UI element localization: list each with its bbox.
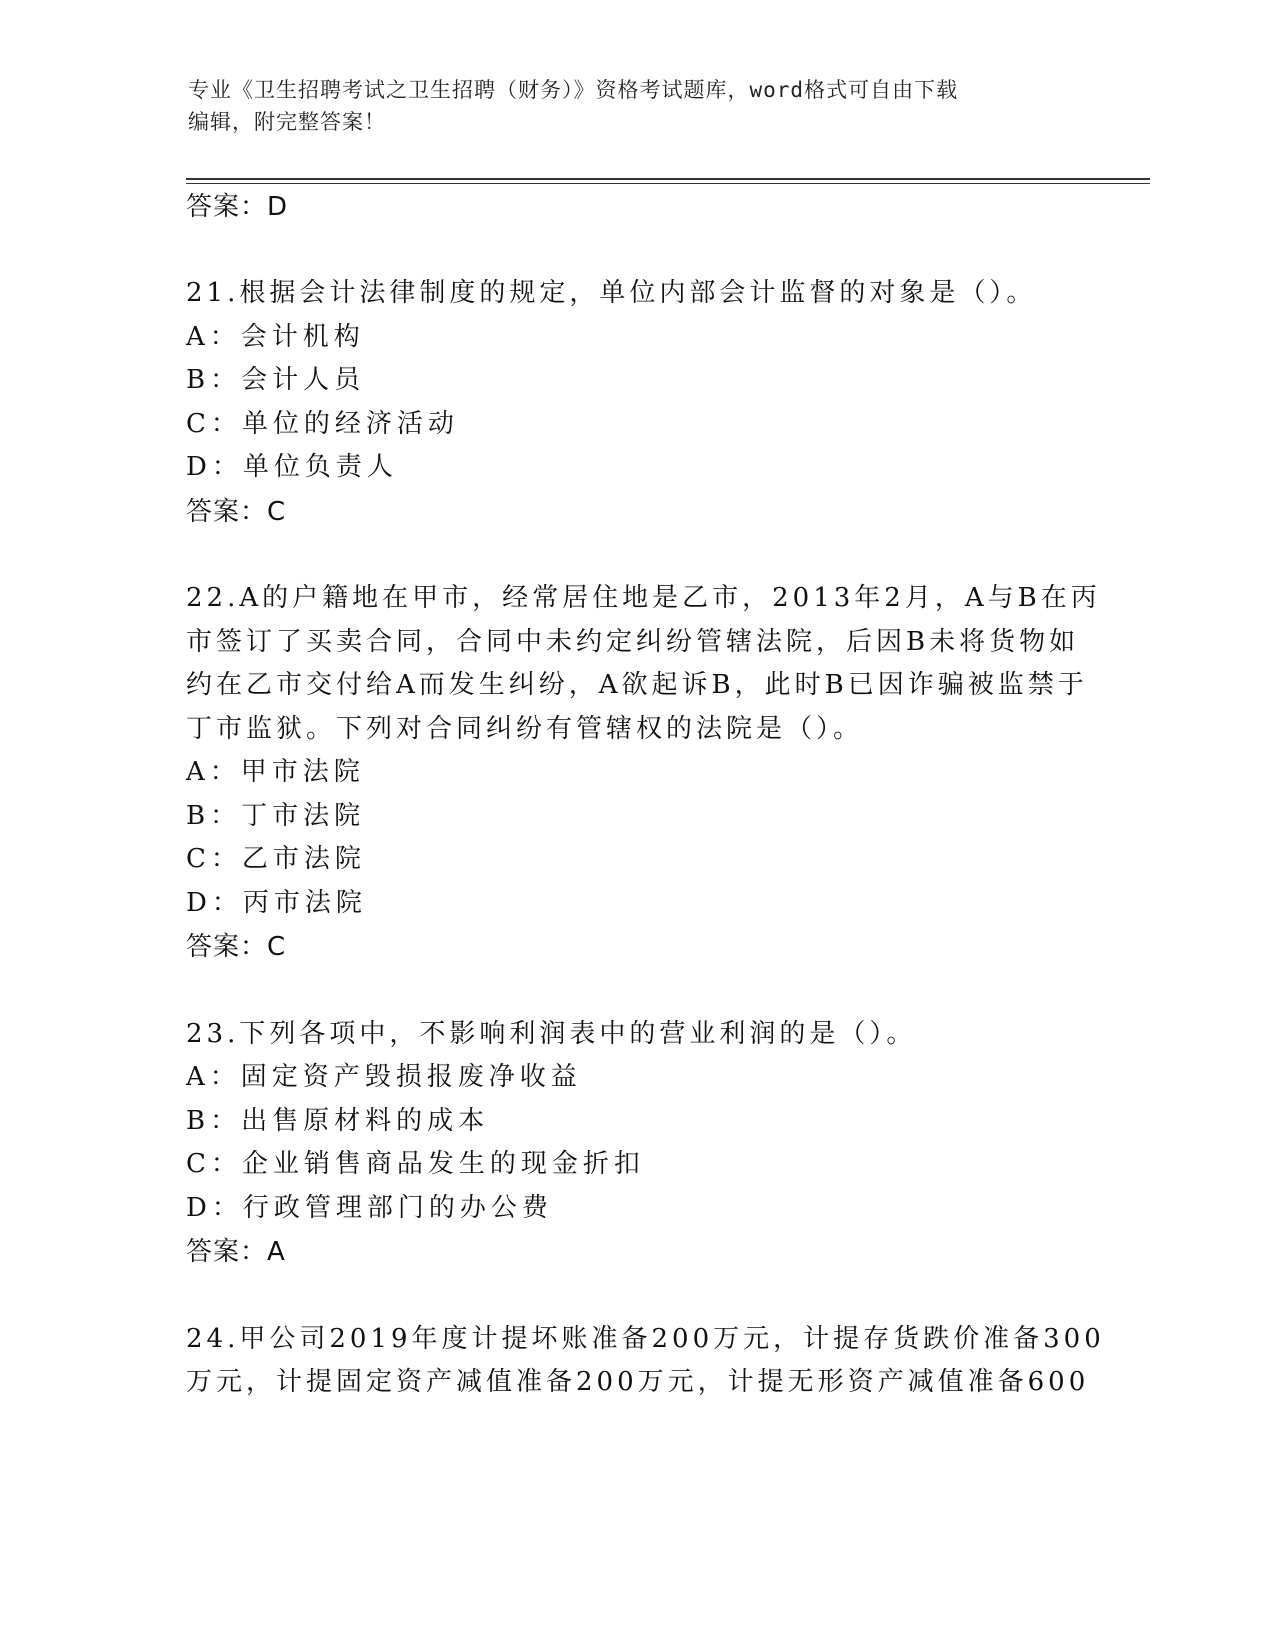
question-23-option-a: A：固定资产毁损报废净收益 bbox=[186, 1062, 582, 1092]
question-23-text: 23.下列各项中，不影响利润表中的营业利润的是（）。 bbox=[186, 1019, 917, 1049]
question-22-answer: 答案：C bbox=[186, 932, 287, 962]
answer-20: 答案：D bbox=[186, 192, 289, 222]
question-22-text-line-4: 丁市监狱。下列对合同纠纷有管辖权的法院是（）。 bbox=[186, 714, 864, 744]
header-line-1: 专业《卫生招聘考试之卫生招聘（财务）》资格考试题库，word格式可自由下载 bbox=[188, 78, 959, 102]
header-rule-thick bbox=[186, 178, 1150, 180]
question-22-option-c: C：乙市法院 bbox=[186, 844, 366, 874]
question-24-text-line-2: 万元，计提固定资产减值准备200万元，计提无形资产减值准备600 bbox=[186, 1367, 1090, 1397]
question-23-option-b: B：出售原材料的成本 bbox=[186, 1106, 490, 1136]
question-22-text-line-1: 22.A的户籍地在甲市，经常居住地是乙市，2013年2月，A与B在丙 bbox=[186, 583, 1101, 613]
question-21-option-a: A：会计机构 bbox=[186, 322, 365, 352]
header-rule-thin bbox=[186, 183, 1150, 184]
question-21-option-c: C：单位的经济活动 bbox=[186, 409, 459, 439]
question-22-option-d: D：丙市法院 bbox=[186, 888, 367, 918]
question-21-answer: 答案：C bbox=[186, 497, 287, 527]
question-22-text-line-2: 市签订了买卖合同，合同中未约定纠纷管辖法院，后因B未将货物如 bbox=[186, 627, 1080, 657]
question-21-option-b: B：会计人员 bbox=[186, 365, 366, 395]
question-22-option-b: B：丁市法院 bbox=[186, 801, 366, 831]
page-header bbox=[188, 74, 1088, 138]
question-21-option-d: D：单位负责人 bbox=[186, 452, 398, 482]
question-21-text: 21.根据会计法律制度的规定，单位内部会计监督的对象是（）。 bbox=[186, 278, 1037, 308]
question-22-text-line-3: 约在乙市交付给A而发生纠纷，A欲起诉B，此时B已因诈骗被监禁于 bbox=[186, 670, 1088, 700]
question-22-option-a: A：甲市法院 bbox=[186, 757, 365, 787]
question-23-option-c: C：企业销售商品发生的现金折扣 bbox=[186, 1149, 645, 1179]
question-24-text-line-1: 24.甲公司2019年度计提坏账准备200万元，计提存货跌价准备300 bbox=[186, 1324, 1105, 1354]
question-23-option-d: D：行政管理部门的办公费 bbox=[186, 1193, 553, 1223]
question-23-answer: 答案：A bbox=[186, 1237, 286, 1267]
header-line-2: 编辑，附完整答案！ bbox=[188, 110, 386, 134]
